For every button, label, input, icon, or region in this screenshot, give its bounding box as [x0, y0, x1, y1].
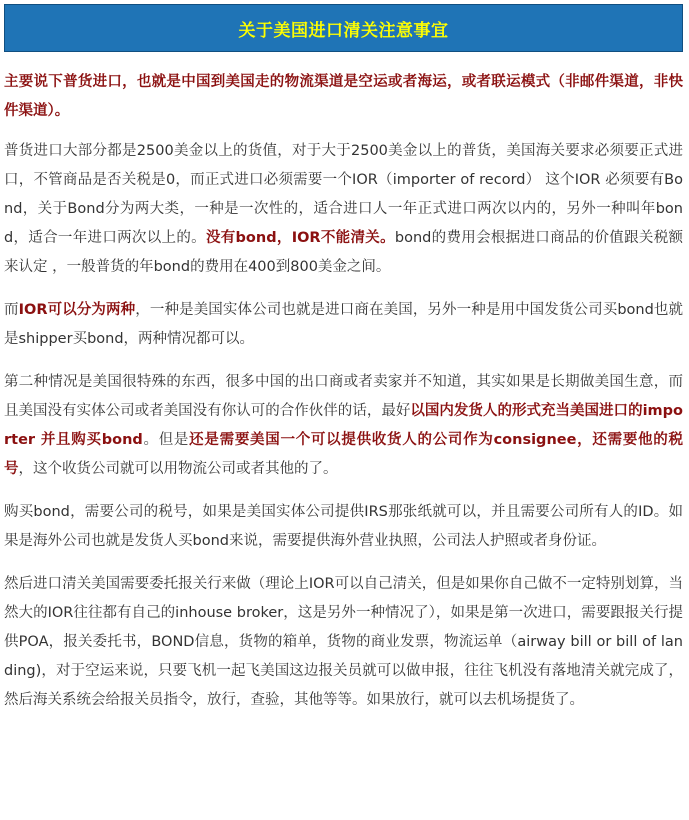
paragraph-text: 购买bond，需要公司的税号，如果是美国实体公司提供IRS那张纸就可以，并且需要公司所有人的ID。如果是海外公司也就是发货人买bond来说，需要提供海外营业执照，公司法人护照或者身份证。 — [4, 504, 683, 549]
paragraph-ior-types — [4, 296, 683, 354]
paragraph-customs-broker — [4, 570, 683, 715]
paragraph-text: 第二种情况是美国很特殊的东西，很多中国的出口商或者卖家并不知道，其实如果是长期做美国生意，而且美国没有实体公司或者美国没有你认可的合作伙伴的话，最好 — [4, 374, 683, 419]
paragraph-text: ，这个收货公司就可以用物流公司或者其他的了。 — [18, 461, 338, 477]
article-body — [4, 68, 683, 729]
paragraph-bond-purchase — [4, 498, 683, 556]
title-banner — [4, 4, 683, 52]
page-title: 关于美国进口清关注意事宜 — [238, 20, 449, 41]
paragraph-general-goods — [4, 137, 683, 282]
emphasis-text: IOR可以分为两种 — [18, 302, 136, 318]
paragraph-text: 而 — [4, 302, 19, 318]
emphasis-text: 没有bond，IOR不能清关。 — [205, 230, 395, 246]
intro-text: 主要说下普货进口，也就是中国到美国走的物流渠道是空运或者海运，或者联运模式（非邮件渠道，非快件渠道）。 — [4, 74, 683, 119]
paragraph-text: bond的费用会根据进口商品的价值跟关税额来认定 ，一般普货的年bond的费用在400到800美金之间。 — [4, 230, 683, 275]
paragraph-text: 普货进口大部分都是2500美金以上的货值，对于大于2500美金以上的普货，美国海关要求必须要正式进口，不管商品是否关税是0，而正式进口必须需要一个IOR（importer of record） 这个IOR 必须要有Bond，关于Bond分为两大类，一种是一次性的，适合进口人一年正式进口两次以内的，另外一种叫年bond，适合一年进口两次以上的。 — [4, 143, 683, 246]
paragraph-text: ，一种是美国实体公司也就是进口商在美国，另外一种是用中国发货公司买bond也就是shipper买bond，两种情况都可以。 — [4, 302, 684, 347]
paragraph-text: 然后进口清关美国需要委托报关行来做（理论上IOR可以自己清关，但是如果你自己做不一定特别划算，当然大的IOR往往都有自己的inhouse broker，这是另外一种情况了），如果是第一次进口，需要跟报关行提供POA，报关委托书，BOND信息，货物的箱单，货物的商业发票，物流运单（airway bill or bill of landing)，对于空运来说，只要飞机一起飞美国这边报关员就可以做申报，往往飞机没有落地清关就完成了，然后海关系统会给报关员指令，放行，查验，其他等等。如果放行，就可以去机场提货了。 — [4, 576, 683, 708]
paragraph-second-case — [4, 368, 683, 484]
emphasis-text: 还是需要美国一个可以提供收货人的公司作为consignee，还需要他的税号 — [4, 432, 683, 477]
paragraph-text: 。但是 — [142, 432, 190, 448]
emphasis-text: 以国内发货人的形式充当美国进口的importer 并且购买bond — [4, 403, 684, 448]
intro-paragraph — [4, 68, 683, 126]
